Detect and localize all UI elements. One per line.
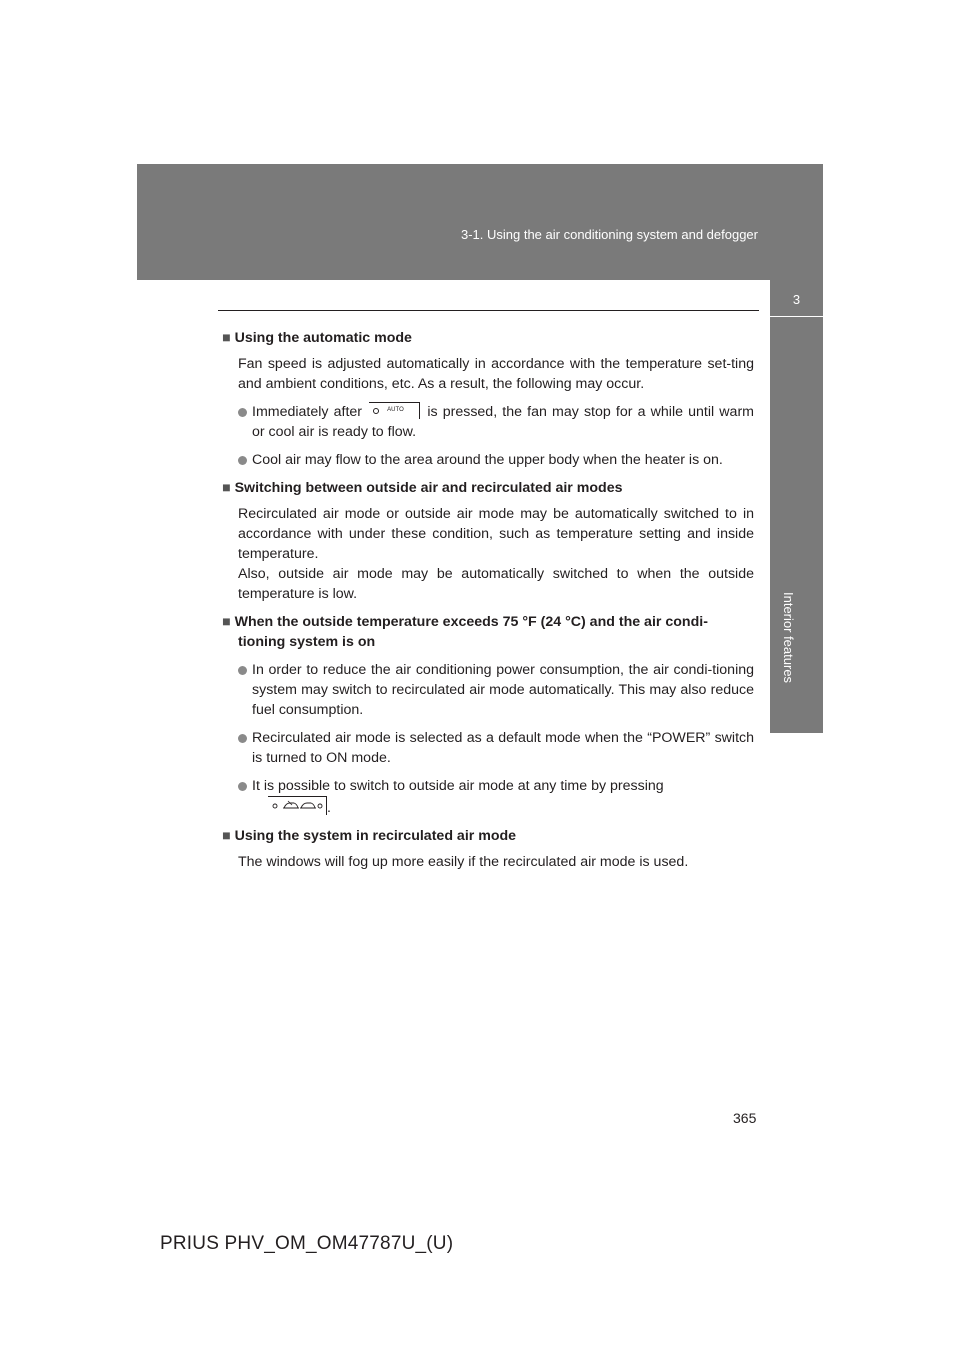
outside-air-button-icon <box>268 796 327 815</box>
paragraph: The windows will fog up more easily if the recirculated air mode is used. <box>238 854 689 870</box>
round-bullet-icon <box>238 408 247 417</box>
chapter-side-tab <box>770 280 823 733</box>
section-header-title: 3-1. Using the air conditioning system and defogger <box>460 227 758 242</box>
bullet-item: Cool air may flow to the area around the upper body when the heater is on. <box>222 450 754 470</box>
tab-divider <box>770 316 823 317</box>
square-bullet-icon: ■ <box>222 614 231 630</box>
page-number: 365 <box>733 1110 757 1126</box>
round-bullet-icon <box>238 782 247 791</box>
chapter-title: Interior features <box>781 592 796 684</box>
section-title: ■ When the outside temperature exceeds 75 °F (24 °C) and the air condi-tioning system is on <box>222 614 708 650</box>
square-bullet-icon: ■ <box>222 480 231 496</box>
page-content <box>222 328 754 872</box>
header-band <box>137 164 823 280</box>
round-bullet-icon <box>238 456 247 465</box>
section-title: ■ Using the automatic mode <box>222 330 412 346</box>
round-bullet-icon <box>238 734 247 743</box>
paragraph: Recirculated air mode or outside air mode may be automatically switched to in accordance with under these condition, such as temperature setting and inside temperature. Also, outside air mode may be automatically switched to when the outside temperature is low. <box>238 506 754 602</box>
bullet-item: In order to reduce the air conditioning power consumption, the air condi-tioning system may switch to recirculated air mode automatically. This may also reduce fuel consumption. <box>222 660 754 720</box>
square-bullet-icon: ■ <box>222 828 231 844</box>
section-title: ■ Using the system in recirculated air mode <box>222 828 517 844</box>
top-rule <box>218 310 759 311</box>
paragraph: Fan speed is adjusted automatically in accordance with the temperature set-ting and ambient conditions, etc. As a result, the following may occur. <box>238 356 754 392</box>
chapter-number: 3 <box>792 292 801 307</box>
auto-button-icon: AUTO <box>369 402 420 419</box>
bullet-item: Immediately after AUTO is pressed, the fan may stop for a while until warm or cool air is ready to flow. <box>222 402 754 442</box>
section-title: ■ Switching between outside air and recirculated air modes <box>222 480 623 496</box>
square-bullet-icon: ■ <box>222 330 231 346</box>
bullet-item: Recirculated air mode is selected as a default mode when the “POWER” switch is turned to ON mode. <box>222 728 754 768</box>
round-bullet-icon <box>238 666 247 675</box>
document-code: PRIUS PHV_OM_OM47787U_(U) <box>160 1233 454 1254</box>
bullet-item: It is possible to switch to outside air mode at any time by pressing . <box>222 776 754 818</box>
